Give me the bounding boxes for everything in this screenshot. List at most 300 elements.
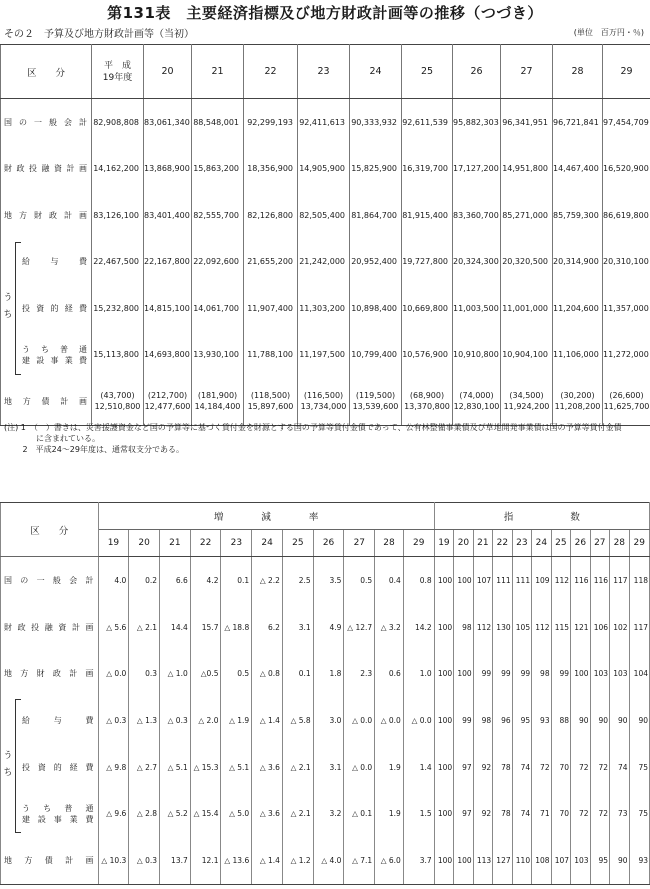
row-label: 国の一般会計 (4, 575, 94, 585)
loan-bond-value: (43,700) (100, 391, 135, 401)
index-cell: 111 (512, 557, 531, 604)
table-cell: 18,356,900 (244, 146, 298, 193)
index-cell: 100 (434, 697, 453, 744)
rate-cell: △ 0.3 (98, 697, 129, 744)
table-cell: 95,882,303 (453, 99, 501, 146)
table-row (1, 790, 650, 837)
header-year-index: 29 (629, 530, 649, 557)
index-cell: 99 (493, 650, 512, 697)
row-label: 給 与 費 (22, 257, 87, 267)
index-cell: 109 (532, 557, 551, 604)
table-cell: 10,799,400 (350, 332, 402, 379)
header-year-rate: 29 (403, 530, 434, 557)
main-value: 13,734,000 (300, 402, 347, 412)
table-row (1, 332, 650, 379)
rate-cell: △ 0.0 (344, 744, 375, 791)
rate-cell: △ 0.0 (375, 697, 404, 744)
main-value: 14,184,400 (194, 402, 241, 412)
index-cell: 115 (551, 604, 570, 651)
section-subtitle: その２ 予算及び地方財政計画等（当初） (4, 29, 194, 40)
table-cell (501, 378, 553, 425)
table-row (1, 99, 650, 146)
table-row (1, 837, 650, 884)
table-cell: 86,619,800 (603, 192, 650, 239)
index-cell: 111 (493, 557, 512, 604)
header-year-rate: 24 (252, 530, 283, 557)
rate-cell: △ 18.8 (221, 604, 252, 651)
header-index: 指 数 (434, 503, 649, 530)
rate-cell: △ 5.6 (98, 604, 129, 651)
rate-cell: 3.2 (313, 790, 344, 837)
rate-cell: 15.7 (190, 604, 221, 651)
index-cell: 116 (571, 557, 590, 604)
table-cell: 11,907,400 (244, 285, 298, 332)
header-year: 22 (244, 45, 298, 99)
index-cell: 100 (434, 744, 453, 791)
rate-cell: △ 15.3 (190, 744, 221, 791)
index-cell: 90 (571, 697, 590, 744)
t1-row-label (1, 146, 92, 193)
main-value: 11,625,700 (603, 402, 650, 412)
index-cell: 88 (551, 697, 570, 744)
rate-cell: 1.9 (375, 790, 404, 837)
table-row (1, 146, 650, 193)
index-cell: 93 (629, 837, 649, 884)
table-cell: 22,167,800 (144, 239, 192, 286)
rate-cell: △ 1.9 (221, 697, 252, 744)
index-cell: 106 (590, 604, 609, 651)
table-cell (92, 378, 144, 425)
table-cell: 82,126,800 (244, 192, 298, 239)
index-cell: 107 (473, 557, 492, 604)
table-cell: 92,411,613 (298, 99, 350, 146)
rate-cell: △ 1.4 (252, 837, 283, 884)
budget-table (0, 44, 650, 426)
index-cell: 74 (512, 744, 531, 791)
index-cell: 96 (493, 697, 512, 744)
rate-cell: △ 1.3 (129, 697, 160, 744)
table-cell: 10,910,800 (453, 332, 501, 379)
t1-row-label (1, 99, 92, 146)
index-cell: 117 (629, 604, 649, 651)
index-cell: 99 (454, 697, 473, 744)
rate-cell: △ 5.0 (221, 790, 252, 837)
rate-cell: △ 3.6 (252, 790, 283, 837)
index-cell: 99 (551, 650, 570, 697)
table-cell (298, 378, 350, 425)
header-change-rate: 増 減 率 (98, 503, 434, 530)
table-cell (402, 378, 453, 425)
note-line: (注) 1 （ ）書きは、災害援護資金など国の予算等に基づく貸付金を財源とする国の予算等貸付金債であって、公有林整備事業債及び草地開発事業債は国の予算等貸付金債 (4, 423, 622, 432)
table-cell: 13,930,100 (192, 332, 244, 379)
rate-cell: 0.1 (282, 650, 313, 697)
table-cell: 14,467,400 (553, 146, 603, 193)
header-year-index: 21 (473, 530, 492, 557)
table-cell: 11,003,500 (453, 285, 501, 332)
table-cell: 20,324,300 (453, 239, 501, 286)
main-value: 13,370,800 (404, 402, 450, 412)
rate-cell: 0.5 (344, 557, 375, 604)
index-cell: 72 (571, 790, 590, 837)
table-row (1, 192, 650, 239)
header-year-index: 27 (590, 530, 609, 557)
index-cell: 74 (610, 744, 629, 791)
index-cell: 97 (454, 744, 473, 791)
main-value: 13,539,600 (352, 402, 399, 412)
index-cell: 112 (532, 604, 551, 651)
rate-cell: △ 3.2 (375, 604, 404, 651)
table-cell: 11,204,600 (553, 285, 603, 332)
table-cell (244, 378, 298, 425)
header-year: 21 (192, 45, 244, 99)
header-year-rate: 21 (160, 530, 191, 557)
header-year-rate: 23 (221, 530, 252, 557)
header-year-rate: 22 (190, 530, 221, 557)
table-row (1, 285, 650, 332)
header-year-19: 平 成 19年度 (92, 45, 144, 99)
table-cell: 14,061,700 (192, 285, 244, 332)
rate-cell: 6.6 (160, 557, 191, 604)
rate-cell: 1.9 (375, 744, 404, 791)
index-cell: 93 (532, 697, 551, 744)
rate-cell: 0.1 (221, 557, 252, 604)
index-cell: 110 (512, 837, 531, 884)
rate-cell: 13.7 (160, 837, 191, 884)
index-cell: 100 (454, 837, 473, 884)
rate-cell: 1.4 (403, 744, 434, 791)
row-label: 投資的経費 (22, 303, 87, 313)
index-cell: 121 (571, 604, 590, 651)
table-cell: 19,727,800 (402, 239, 453, 286)
loan-bond-value: (212,700) (147, 391, 188, 401)
table-cell: 22,467,500 (92, 239, 144, 286)
header-year-index: 20 (454, 530, 473, 557)
header-year-rate: 25 (282, 530, 313, 557)
table-cell: 14,951,800 (501, 146, 553, 193)
index-cell: 130 (493, 604, 512, 651)
rate-cell: 4.9 (313, 604, 344, 651)
rate-cell: △ 5.1 (221, 744, 252, 791)
index-cell: 103 (571, 837, 590, 884)
index-cell: 72 (590, 744, 609, 791)
loan-bond-value: (34,500) (509, 391, 544, 401)
index-cell: 71 (532, 790, 551, 837)
rate-cell: 3.1 (282, 604, 313, 651)
notes (4, 422, 622, 455)
rate-cell: 1.8 (313, 650, 344, 697)
index-cell: 100 (454, 557, 473, 604)
table-cell: 15,113,800 (92, 332, 144, 379)
loan-bond-value: (30,200) (560, 391, 595, 401)
index-cell: 90 (590, 697, 609, 744)
header-year-index: 23 (512, 530, 531, 557)
header-year-rate: 27 (344, 530, 375, 557)
loan-bond-value: (68,900) (409, 391, 445, 401)
main-value: 15,897,600 (247, 402, 294, 412)
index-cell: 75 (629, 790, 649, 837)
rate-cell: △ 7.1 (344, 837, 375, 884)
table-cell: 15,863,200 (192, 146, 244, 193)
rate-cell: 0.5 (221, 650, 252, 697)
t2-row-label (1, 557, 99, 604)
rate-cell: △ 12.7 (344, 604, 375, 651)
table-cell: 85,759,300 (553, 192, 603, 239)
rate-cell: 3.1 (313, 744, 344, 791)
header-year-rate: 26 (313, 530, 344, 557)
index-cell: 72 (532, 744, 551, 791)
table-row (1, 378, 650, 425)
index-cell: 105 (512, 604, 531, 651)
table-cell: 10,904,100 (501, 332, 553, 379)
rate-cell: 2.5 (282, 557, 313, 604)
header-category: 区 分 (1, 503, 99, 557)
rate-cell: △ 9.6 (98, 790, 129, 837)
table-cell: 16,319,700 (402, 146, 453, 193)
rate-cell: △ 0.3 (160, 697, 191, 744)
rate-cell: △ 5.2 (160, 790, 191, 837)
change-rate-index-table (0, 502, 650, 885)
table-cell: 11,197,500 (298, 332, 350, 379)
table-cell: 11,303,200 (298, 285, 350, 332)
rate-cell: 0.6 (375, 650, 404, 697)
table-cell: 15,825,900 (350, 146, 402, 193)
rate-cell: △ 6.0 (375, 837, 404, 884)
table-cell: 17,127,200 (453, 146, 501, 193)
table-cell: 20,952,400 (350, 239, 402, 286)
rate-cell: △ 3.6 (252, 744, 283, 791)
index-cell: 73 (610, 790, 629, 837)
table-cell: 15,232,800 (92, 285, 144, 332)
page-title: 第131表 主要経済指標及び地方財政計画等の推移（つづき） (107, 4, 543, 22)
table-cell: 14,905,900 (298, 146, 350, 193)
loan-bond-value: (118,500) (250, 391, 291, 401)
index-cell: 72 (571, 744, 590, 791)
table-cell: 13,868,900 (144, 146, 192, 193)
main-value: 12,830,100 (453, 402, 500, 412)
index-cell: 75 (629, 744, 649, 791)
table-row (1, 557, 650, 604)
row-label-line1: うち普通 (22, 344, 87, 354)
rate-cell: △ 4.0 (313, 837, 344, 884)
header-year: 27 (501, 45, 553, 99)
table-cell (192, 378, 244, 425)
rate-cell: △ 2.1 (282, 744, 313, 791)
rate-cell: △ 1.2 (282, 837, 313, 884)
table-cell: 83,360,700 (453, 192, 501, 239)
loan-bond-value: (26,600) (609, 391, 644, 401)
table-cell: 20,310,100 (603, 239, 650, 286)
table-cell: 14,162,200 (92, 146, 144, 193)
t2-row-label (1, 604, 99, 651)
rate-cell: △ 5.1 (160, 744, 191, 791)
rate-cell: △ 5.8 (282, 697, 313, 744)
table-cell: 83,126,100 (92, 192, 144, 239)
rate-cell: 6.2 (252, 604, 283, 651)
table-cell: 11,106,000 (553, 332, 603, 379)
index-cell: 103 (610, 650, 629, 697)
table-cell (553, 378, 603, 425)
rate-cell: 12.1 (190, 837, 221, 884)
header-year: 20 (144, 45, 192, 99)
row-label: 地方債計画 (4, 855, 94, 865)
row-label: 地方債計画 (4, 396, 87, 406)
rate-cell: △ 2.8 (129, 790, 160, 837)
t2-row-label (1, 650, 99, 697)
index-cell: 78 (493, 744, 512, 791)
index-cell: 100 (434, 837, 453, 884)
index-cell: 108 (532, 837, 551, 884)
table-cell: 11,001,000 (501, 285, 553, 332)
row-label: 地方財政計画 (4, 669, 94, 679)
table-cell: 14,815,100 (144, 285, 192, 332)
rate-cell: △ 1.4 (252, 697, 283, 744)
rate-cell: △ 9.8 (98, 744, 129, 791)
index-cell: 100 (571, 650, 590, 697)
table-cell: 10,669,800 (402, 285, 453, 332)
index-cell: 100 (434, 557, 453, 604)
header-year: 28 (553, 45, 603, 99)
table-cell: 97,454,709 (603, 99, 650, 146)
rate-cell: △ 13.6 (221, 837, 252, 884)
rate-cell: 14.2 (403, 604, 434, 651)
table-cell: 21,655,200 (244, 239, 298, 286)
rate-cell: △ 2.1 (129, 604, 160, 651)
index-cell: 100 (434, 650, 453, 697)
unit-label: (単位 百万円・％) (573, 28, 644, 37)
rate-cell: 4.0 (98, 557, 129, 604)
index-cell: 92 (473, 790, 492, 837)
rate-cell: △ 0.1 (344, 790, 375, 837)
header-year-index: 25 (551, 530, 570, 557)
index-cell: 99 (473, 650, 492, 697)
table-row (1, 604, 650, 651)
rate-cell: 0.8 (403, 557, 434, 604)
table-cell: 81,864,700 (350, 192, 402, 239)
row-label-line2: 建設事業費 (22, 355, 87, 365)
index-cell: 118 (629, 557, 649, 604)
rate-cell: 3.7 (403, 837, 434, 884)
rate-cell: △ 0.3 (129, 837, 160, 884)
index-cell: 100 (454, 650, 473, 697)
table-cell: 20,314,900 (553, 239, 603, 286)
table-cell (603, 378, 650, 425)
rate-cell: 1.5 (403, 790, 434, 837)
index-cell: 112 (551, 557, 570, 604)
note-line: 2 平成24～29年度は、通常収支分である。 (4, 445, 184, 454)
header-year-index: 24 (532, 530, 551, 557)
table-cell: 82,555,700 (192, 192, 244, 239)
loan-bond-value: (181,900) (197, 391, 238, 401)
table-cell: 96,341,951 (501, 99, 553, 146)
index-cell: 113 (473, 837, 492, 884)
loan-bond-value: (119,500) (355, 391, 396, 401)
table-cell: 96,721,841 (553, 99, 603, 146)
index-cell: 92 (473, 744, 492, 791)
rate-cell: 2.3 (344, 650, 375, 697)
table-row (1, 697, 650, 744)
table-cell: 11,272,000 (603, 332, 650, 379)
uchi-brace (15, 699, 21, 833)
table-cell: 21,242,000 (298, 239, 350, 286)
header-category: 区 分 (1, 45, 92, 99)
index-cell: 95 (512, 697, 531, 744)
header-year: 24 (350, 45, 402, 99)
rate-cell: △ 0.8 (252, 650, 283, 697)
table-row (1, 239, 650, 286)
index-cell: 78 (493, 790, 512, 837)
rate-cell: 14.4 (160, 604, 191, 651)
t2-row-label (1, 837, 99, 884)
table-cell: 10,576,900 (402, 332, 453, 379)
row-label: 財政投融資計画 (4, 164, 87, 174)
uchi-label: う ち (3, 293, 13, 321)
rate-cell: △ 15.4 (190, 790, 221, 837)
t1-row-label (1, 192, 92, 239)
index-cell: 98 (473, 697, 492, 744)
index-cell: 98 (532, 650, 551, 697)
rate-cell: △ 2.1 (282, 790, 313, 837)
header-year: 23 (298, 45, 350, 99)
header-year-index: 22 (493, 530, 512, 557)
rate-cell: 0.4 (375, 557, 404, 604)
index-cell: 90 (610, 837, 629, 884)
rate-cell: △ 0.0 (344, 697, 375, 744)
table-cell: 11,788,100 (244, 332, 298, 379)
table-cell: 22,092,600 (192, 239, 244, 286)
index-cell: 72 (590, 790, 609, 837)
main-value: 11,208,200 (554, 402, 601, 412)
index-cell: 74 (512, 790, 531, 837)
table-cell: 14,693,800 (144, 332, 192, 379)
rate-cell: 4.2 (190, 557, 221, 604)
table-cell: 20,320,500 (501, 239, 553, 286)
t1-row-label (1, 378, 92, 425)
row-label: 地方財政計画 (4, 210, 87, 220)
table-cell: 88,548,001 (192, 99, 244, 146)
index-cell: 100 (434, 790, 453, 837)
table-cell: 16,520,900 (603, 146, 650, 193)
loan-bond-value: (74,000) (459, 391, 494, 401)
table-cell: 92,299,193 (244, 99, 298, 146)
header-year-rate: 19 (98, 530, 129, 557)
index-cell: 100 (434, 604, 453, 651)
rate-cell: △ 2.2 (252, 557, 283, 604)
table-cell: 11,357,000 (603, 285, 650, 332)
rate-cell: 0.2 (129, 557, 160, 604)
rate-cell: △ 2.0 (190, 697, 221, 744)
row-label: 投資的経費 (22, 762, 94, 772)
rate-cell: △ 0.0 (98, 650, 129, 697)
header-year-rate: 20 (129, 530, 160, 557)
rate-cell: 1.0 (403, 650, 434, 697)
table-cell: 83,401,400 (144, 192, 192, 239)
header-year: 25 (402, 45, 453, 99)
row-label-line1: うち普通 (22, 803, 94, 813)
index-cell: 95 (590, 837, 609, 884)
header-year-rate: 28 (375, 530, 404, 557)
rate-cell: △ 2.7 (129, 744, 160, 791)
loan-bond-value: (116,500) (303, 391, 344, 401)
index-cell: 127 (493, 837, 512, 884)
row-label: 財政投融資計画 (4, 622, 94, 632)
table-cell: 85,271,000 (501, 192, 553, 239)
row-label: 国の一般会計 (4, 117, 87, 127)
rate-cell: △ 10.3 (98, 837, 129, 884)
index-cell: 90 (610, 697, 629, 744)
header-year: 26 (453, 45, 501, 99)
table-cell (350, 378, 402, 425)
index-cell: 102 (610, 604, 629, 651)
